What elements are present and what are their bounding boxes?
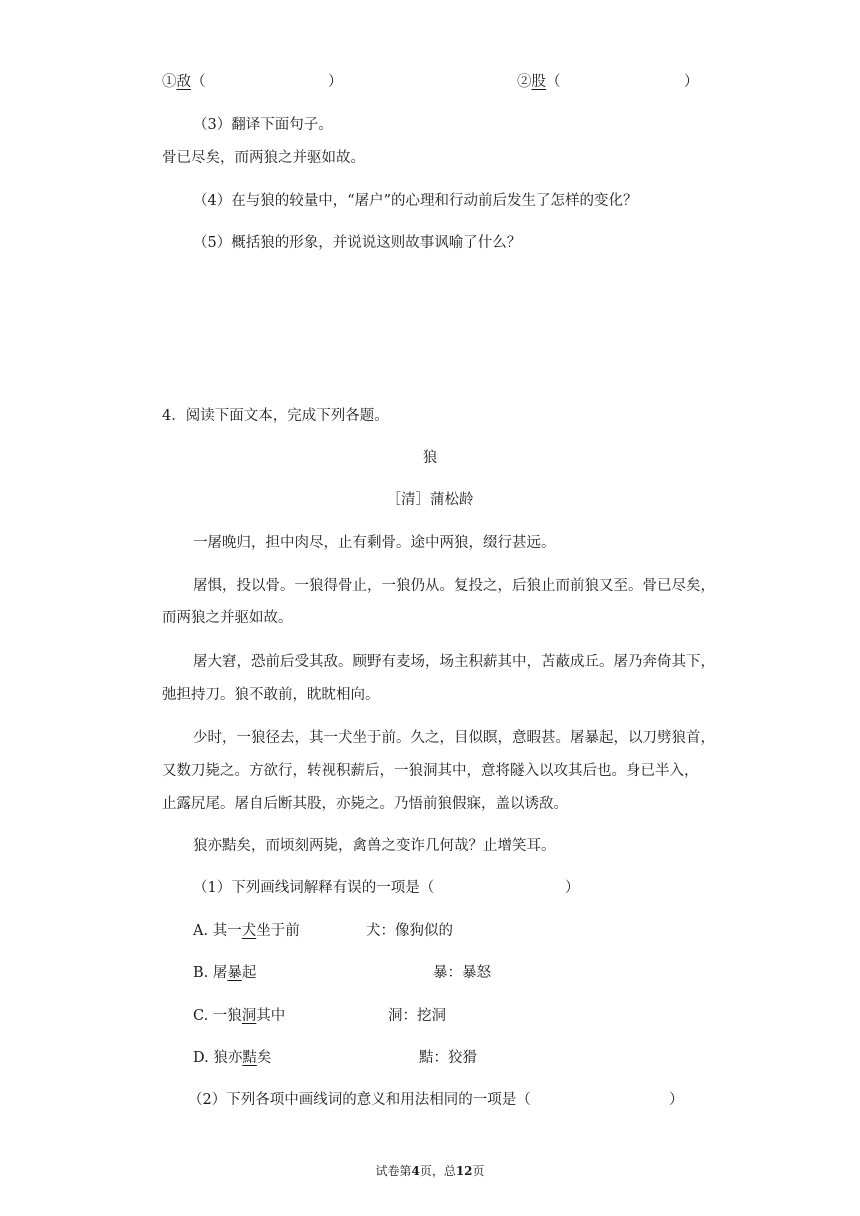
option-d-text: D. 狼亦: [193, 1050, 243, 1066]
question-3-sentence: 骨已尽矣，而两狼之并驱如故。: [162, 150, 365, 166]
option-d-text-end: 矣: [256, 1050, 272, 1066]
passage-paragraph: 一屠晚归，担中肉尽，止有剩骨。途中两狼，缀行甚远。: [193, 535, 556, 551]
passage-paragraph: 狼亦黠矣，而顷刻两毙，禽兽之变诈几何哉？止增笑耳。: [193, 838, 556, 854]
option-a-text-end: 坐于前: [256, 923, 300, 939]
footer-total-pages: 12: [455, 1164, 473, 1178]
option-a: [193, 921, 300, 941]
option-b-text: B. 屠: [193, 965, 228, 981]
option-a-gloss: 犬：像狗似的: [366, 923, 453, 939]
option-b-underlined-word: 暴: [227, 965, 242, 981]
subquestion-2-close-paren: ）: [669, 1092, 684, 1108]
question-4-intro: 4．阅读下面文本，完成下列各题。: [162, 408, 389, 424]
option-d: [193, 1048, 271, 1068]
passage-line: 又数刀毙之。方欲行，转视积薪后，一狼洞其中，意将隧入以攻其后也。身已半入，: [162, 763, 699, 779]
passage-paragraph: 少时，一狼径去，其一犬坐于前。久之，目似瞑，意暇甚。屠暴起，以刀劈狼首，: [193, 730, 715, 746]
footer-page-number: 4: [411, 1164, 420, 1178]
option-c-text: C. 一狼: [193, 1008, 242, 1024]
question-4: （4）在与狼的较量中，“屠户”的心理和行动前后发生了怎样的变化？: [193, 193, 638, 209]
option-a-underlined-word: 犬: [241, 923, 257, 939]
blank-1: [162, 72, 206, 92]
blank-2: [517, 72, 561, 92]
blank-1-close: ）: [328, 74, 343, 90]
option-b: [193, 963, 256, 983]
question-5: （5）概括狼的形象，并说说这则故事讽喻了什么？: [193, 235, 522, 251]
blank-2-open-paren: （: [546, 74, 561, 90]
option-a-text: A. 其一: [193, 923, 242, 939]
subquestion-1-close-paren: ）: [565, 880, 580, 896]
option-b-text-end: 起: [241, 965, 257, 981]
passage-line: 而两狼之并驱如故。: [162, 610, 293, 626]
passage-title: 狼: [422, 450, 438, 466]
passage-line: 弛担持刀。狼不敢前，眈眈相向。: [162, 687, 380, 703]
blank-1-word: 敌: [176, 74, 191, 90]
passage-paragraph: 屠惧，投以骨。一狼得骨止，一狼仍从。复投之，后狼止而前狼又至。骨已尽矣，: [193, 578, 715, 594]
option-c: [193, 1006, 285, 1026]
passage-line: 止露尻尾。屠自后断其股，亦毙之。乃悟前狼假寐，盖以诱敌。: [162, 796, 568, 812]
question-3: （3）翻译下面句子。: [193, 117, 333, 133]
option-c-text-end: 其中: [256, 1008, 286, 1024]
footer-text: 试卷第: [375, 1164, 412, 1178]
option-c-underlined-word: 洞: [241, 1008, 257, 1024]
passage-author: ［清］蒲松龄: [386, 492, 474, 508]
subquestion-1-stem: （1）下列画线词解释有误的一项是（: [193, 880, 435, 896]
option-b-gloss: 暴：暴怒: [433, 965, 491, 981]
footer-text: 页，总: [419, 1164, 456, 1178]
blank-1-open-paren: （: [191, 74, 206, 90]
blank-2-word: 股: [531, 74, 546, 90]
subquestion-2-stem: （2）下列各项中画线词的意义和用法相同的一项是（: [188, 1092, 531, 1108]
option-c-gloss: 洞：挖洞: [388, 1008, 446, 1024]
option-d-underlined-word: 黠: [242, 1050, 257, 1066]
blank-1-number: ①: [162, 74, 177, 90]
footer-text: 页: [472, 1164, 485, 1178]
passage-paragraph: 屠大窘，恐前后受其敌。顾野有麦场，场主积薪其中，苫蔽成丘。屠乃奔倚其下，: [193, 654, 715, 670]
blank-2-number: ②: [517, 74, 532, 90]
page-footer: [0, 1161, 860, 1181]
option-d-gloss: 黠：狡猾: [419, 1050, 477, 1066]
blank-2-close: ）: [684, 74, 699, 90]
